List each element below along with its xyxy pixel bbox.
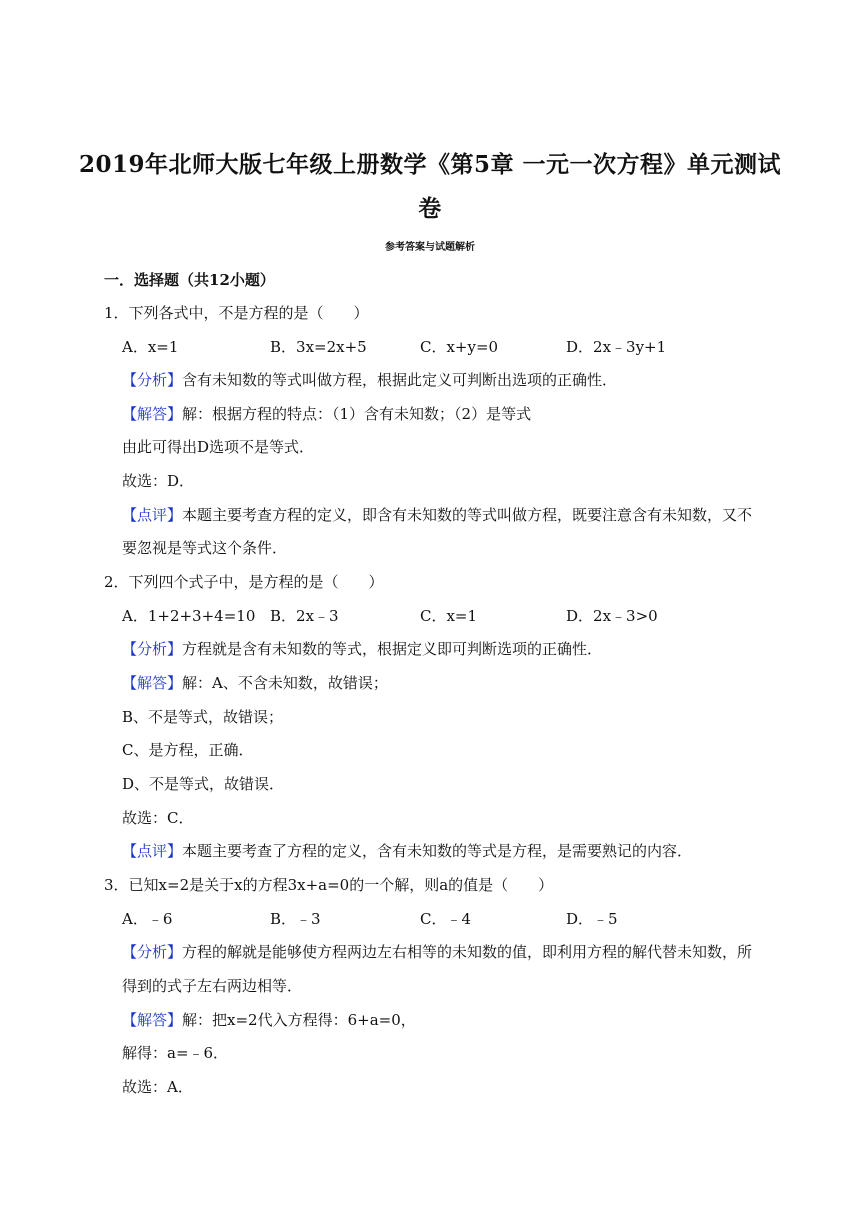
answer-text: 解：A、不含未知数，故错误； [182,674,388,692]
question-1-answer [122,404,531,424]
answer-line: D、不是等式，故错误． [122,775,285,793]
question-2-stem: 2．下列四个式子中，是方程的是（ ） [104,573,384,591]
answer-text: 解：根据方程的特点：（1）含有未知数；（2）是等式 [182,405,532,423]
answer-line: B、不是等式，故错误； [122,708,284,726]
question-1-option-b: B．3x=2x+5 [270,338,367,356]
question-3-option-a: A．﹣6 [122,910,173,928]
question-3-analysis [122,942,752,962]
question-3-option-d: D．﹣5 [566,910,618,928]
question-2-analysis [122,639,602,659]
analysis-text: 方程的解就是能够使方程两边左右相等的未知数的值，即利用方程的解代替未知数，所 [182,943,753,961]
question-2-option-b: B．2x﹣3 [270,607,339,625]
document-subtitle: 参考答案与试题解析 [385,242,475,253]
comment-tag: 【点评】 [122,842,183,860]
section-heading: 一．选择题（共12小题） [104,271,275,289]
comment-tag: 【点评】 [122,506,183,524]
question-2-answer [122,673,388,693]
question-1-option-c: C．x+y=0 [420,338,499,356]
question-3-option-c: C．﹣4 [420,910,472,928]
answer-line: 故选：A． [122,1078,193,1096]
question-1-option-a: A．x=1 [122,338,179,356]
document-title-line2: 卷 [418,195,442,222]
answer-line: 故选：D． [122,472,195,490]
analysis-text: 含有未知数的等式叫做方程，根据此定义可判断出选项的正确性． [182,371,618,389]
question-3-option-b: B．﹣3 [270,910,321,928]
answer-tag: 【解答】 [122,1011,183,1029]
comment-text: 本题主要考查方程的定义，即含有未知数的等式叫做方程，既要注意含有未知数，又不 [182,506,753,524]
answer-text: 解：把x=2代入方程得：6+a=0， [182,1011,416,1029]
question-1-option-d: D．2x﹣3y+1 [566,338,667,356]
analysis-tag: 【分析】 [122,640,183,658]
question-1-comment [122,505,752,525]
document-title-line1: 2019年北师大版七年级上册数学《第5章 一元一次方程》单元测试 [78,151,782,178]
question-2-option-a: A．1+2+3+4=10 [122,607,256,625]
comment-text: 本题主要考查了方程的定义，含有未知数的等式是方程，是需要熟记的内容． [182,842,693,860]
question-2-option-d: D．2x﹣3>0 [566,607,658,625]
question-3-answer [122,1010,416,1030]
question-3-stem: 3．已知x=2是关于x的方程3x+a=0的一个解，则a的值是（ ） [104,876,554,894]
answer-line: C、是方程，正确． [122,741,254,759]
analysis-tag: 【分析】 [122,371,183,389]
question-2-comment [122,841,692,861]
question-1-stem: 1．下列各式中，不是方程的是（ ） [104,304,369,322]
answer-line: 由此可得出D选项不是等式． [122,438,315,456]
answer-line: 解得：a=﹣6． [122,1044,229,1062]
answer-line: 故选：C． [122,809,194,827]
analysis-tag: 【分析】 [122,943,183,961]
question-2-option-c: C．x=1 [420,607,478,625]
question-1-analysis [122,370,617,390]
analysis-line: 得到的式子左右两边相等． [122,977,303,995]
analysis-text: 方程就是含有未知数的等式，根据定义即可判断选项的正确性． [182,640,603,658]
comment-line: 要忽视是等式这个条件． [122,539,288,557]
answer-tag: 【解答】 [122,674,183,692]
answer-tag: 【解答】 [122,405,183,423]
